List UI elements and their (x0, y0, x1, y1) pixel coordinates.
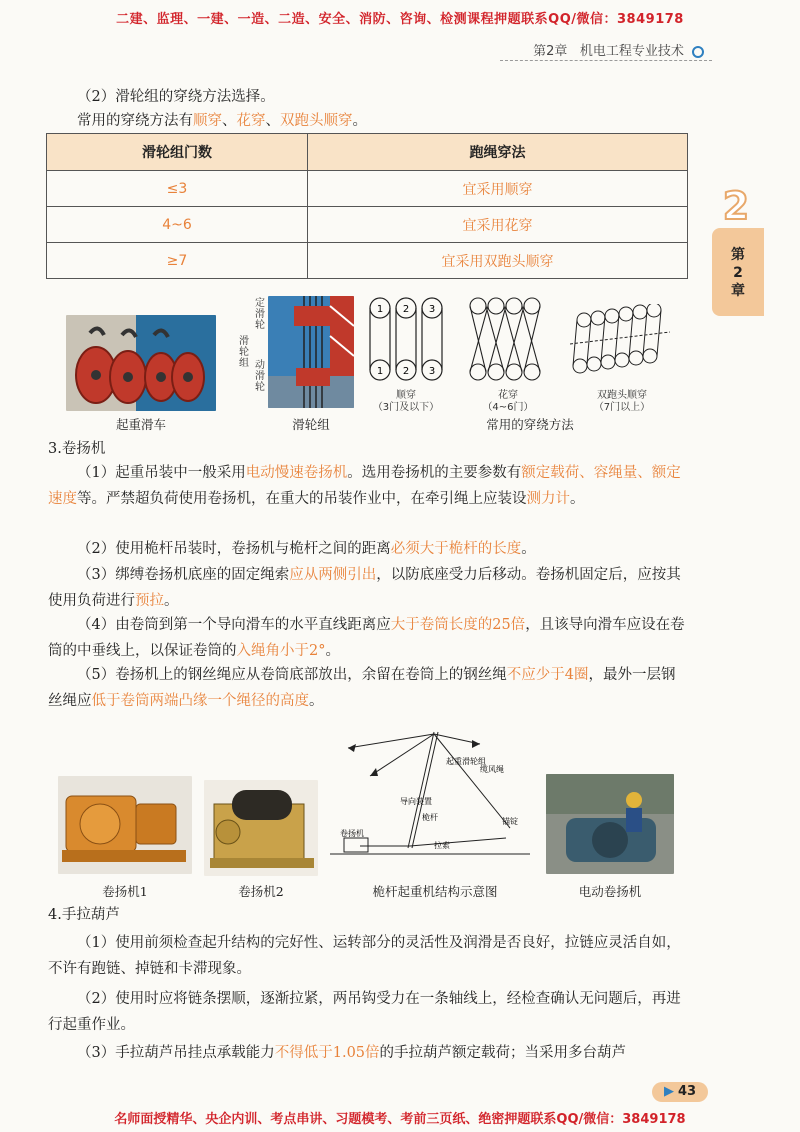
diagram-label: 卷扬机 (340, 829, 364, 838)
side-chapter-tab (712, 228, 764, 316)
pulley-number: 3 (428, 366, 436, 377)
winch-paragraph-1: （1）起重吊装中一般采用电动慢速卷扬机。选用卷扬机的主要参数有额定载荷、容绳量、额定速度等。严禁超负荷使用卷扬机，在重大的吊装作业中，在牵引绳上应装设测力计。 (48, 465, 681, 507)
electric-winch-photo (546, 774, 674, 874)
label-alternate: 花穿 (498, 390, 518, 401)
sequential-threading-diagram (366, 296, 446, 384)
label-double-end-sub: （7门以上） (593, 402, 651, 413)
caption-mast-crane: 桅杆起重机结构示意图 (372, 884, 498, 899)
chapter-header (533, 40, 704, 59)
chain-hoist-paragraph-1: （1）使用前须检查起升结构的完好性、运转部分的灵活性及润滑是否良好，拉链应灵活自如，不许有跑链、掉链和卡滞现象。 (48, 935, 681, 977)
page-number: ▶ 43 (652, 1082, 708, 1102)
table-row (47, 243, 688, 279)
label-sequential-sub: （3门及以下） (372, 402, 440, 413)
side-chapter-number: 2 (722, 184, 750, 228)
side-tab-label-3: 章 (731, 283, 745, 299)
diagram-label: 导向装置 (400, 797, 432, 806)
alternate-threading-diagram (466, 296, 550, 384)
diagram-label: 锚锭 (502, 817, 518, 826)
label-alternate-sub: （4~6门） (482, 402, 534, 413)
diagram-label: 起重滑轮组 (446, 757, 486, 766)
pulley-group-photo (268, 296, 354, 408)
table-cell: 宜采用顺穿 (308, 171, 688, 207)
label-double-end: 双跑头顺穿 (597, 390, 647, 401)
diagram-label: 拉索 (434, 841, 450, 850)
table-row (47, 207, 688, 243)
table-header-cell: 滑轮组门数 (47, 134, 308, 171)
location-pin-icon (692, 46, 704, 58)
table-header-cell: 跑绳穿法 (308, 134, 688, 171)
side-tab-label-1: 第 (731, 247, 745, 263)
lifting-pulley-photo (66, 315, 216, 411)
play-icon: ▶ (663, 1084, 674, 1099)
label-fixed-pulley: 定滑轮 (255, 298, 265, 331)
caption-pulley-group: 滑轮组 (292, 417, 330, 432)
winch-paragraph-4: （4）由卷筒到第一个导向滑车的水平直线距离应大于卷筒长度的25倍，且该导向滑车应设在卷筒的中垂线上，以保证卷筒的入绳角小于2°。 (48, 617, 685, 659)
caption-electric-winch: 电动卷扬机 (578, 884, 642, 899)
winch-paragraph-5: （5）卷扬机上的钢丝绳应从卷筒底部放出，余留在卷筒上的钢丝绳不应少于4圈，最外一层钢丝绳应低于卷筒两端凸缘一个绳径的高度。 (48, 667, 676, 709)
chain-hoist-paragraph-2: （2）使用时应将链条摆顺，逐渐拉紧，两吊钩受力在一条轴线上，经检查确认无问题后，再进行起重作业。 (48, 991, 681, 1033)
diagram-label: 桅杆 (422, 813, 438, 822)
table-cell: 4~6 (47, 207, 308, 243)
pulley-number: 3 (428, 304, 436, 315)
table-cell: ≥7 (47, 243, 308, 279)
pulley-number: 2 (402, 304, 410, 315)
table-row (47, 171, 688, 207)
diagram-label: 缆风绳 (480, 765, 504, 774)
mast-crane-diagram (330, 728, 542, 868)
label-pulley-group: 滑轮组 (239, 336, 249, 369)
pulley-methods-intro: 常用的穿绕方法有顺穿、花穿、双跑头顺穿。 (77, 113, 367, 129)
pulley-number: 2 (402, 366, 410, 377)
winch-paragraph-3: （3）绑缚卷扬机底座的固定绳索应从两侧引出，以防底座受力后移动。卷扬机固定后，应按其使用负荷进行预拉。 (48, 567, 681, 609)
winch-2-photo (204, 780, 318, 876)
section-heading-chain-hoist: 4.手拉葫芦 (48, 907, 120, 923)
label-sequential: 顺穿 (396, 390, 416, 401)
table-cell: 宜采用双跑头顺穿 (308, 243, 688, 279)
section-heading-winch: 3.卷扬机 (48, 441, 106, 457)
winch-paragraph-2: （2）使用桅杆吊装时，卷扬机与桅杆之间的距离必须大于桅杆的长度。 (77, 541, 536, 557)
caption-winch-2: 卷扬机2 (238, 884, 284, 899)
table-header-row (47, 134, 688, 171)
winch-1-photo (58, 776, 192, 874)
label-moving-pulley: 动滑轮 (255, 360, 265, 393)
pulley-method-table (46, 133, 688, 279)
double-end-threading-diagram (570, 304, 670, 380)
top-banner: 二建、监理、一建、一造、二造、安全、消防、咨询、检测课程押题联系QQ/微信：3849178 (116, 12, 684, 27)
side-tab-label-2: 2 (733, 265, 743, 281)
caption-lifting-pulley: 起重滑车 (115, 417, 166, 432)
caption-threading-methods: 常用的穿绕方法 (486, 417, 574, 432)
pulley-number: 1 (376, 304, 384, 315)
table-cell: ≤3 (47, 171, 308, 207)
bottom-banner: 名师面授精华、央企内训、考点串讲、习题模考、考前三页纸、绝密押题联系QQ/微信：3849178 (114, 1112, 686, 1127)
caption-winch-1: 卷扬机1 (102, 884, 148, 899)
table-cell: 宜采用花穿 (308, 207, 688, 243)
pulley-number: 1 (376, 366, 384, 377)
chapter-label: 第2章 (533, 44, 568, 59)
header-divider (500, 60, 712, 61)
chapter-title: 机电工程专业技术 (579, 44, 684, 59)
section-heading-pulley: （2）滑轮组的穿绕方法选择。 (77, 89, 275, 105)
chain-hoist-paragraph-3: （3）手拉葫芦吊挂点承载能力不得低于1.05倍的手拉葫芦额定载荷；当采用多台葫芦 (77, 1045, 627, 1061)
